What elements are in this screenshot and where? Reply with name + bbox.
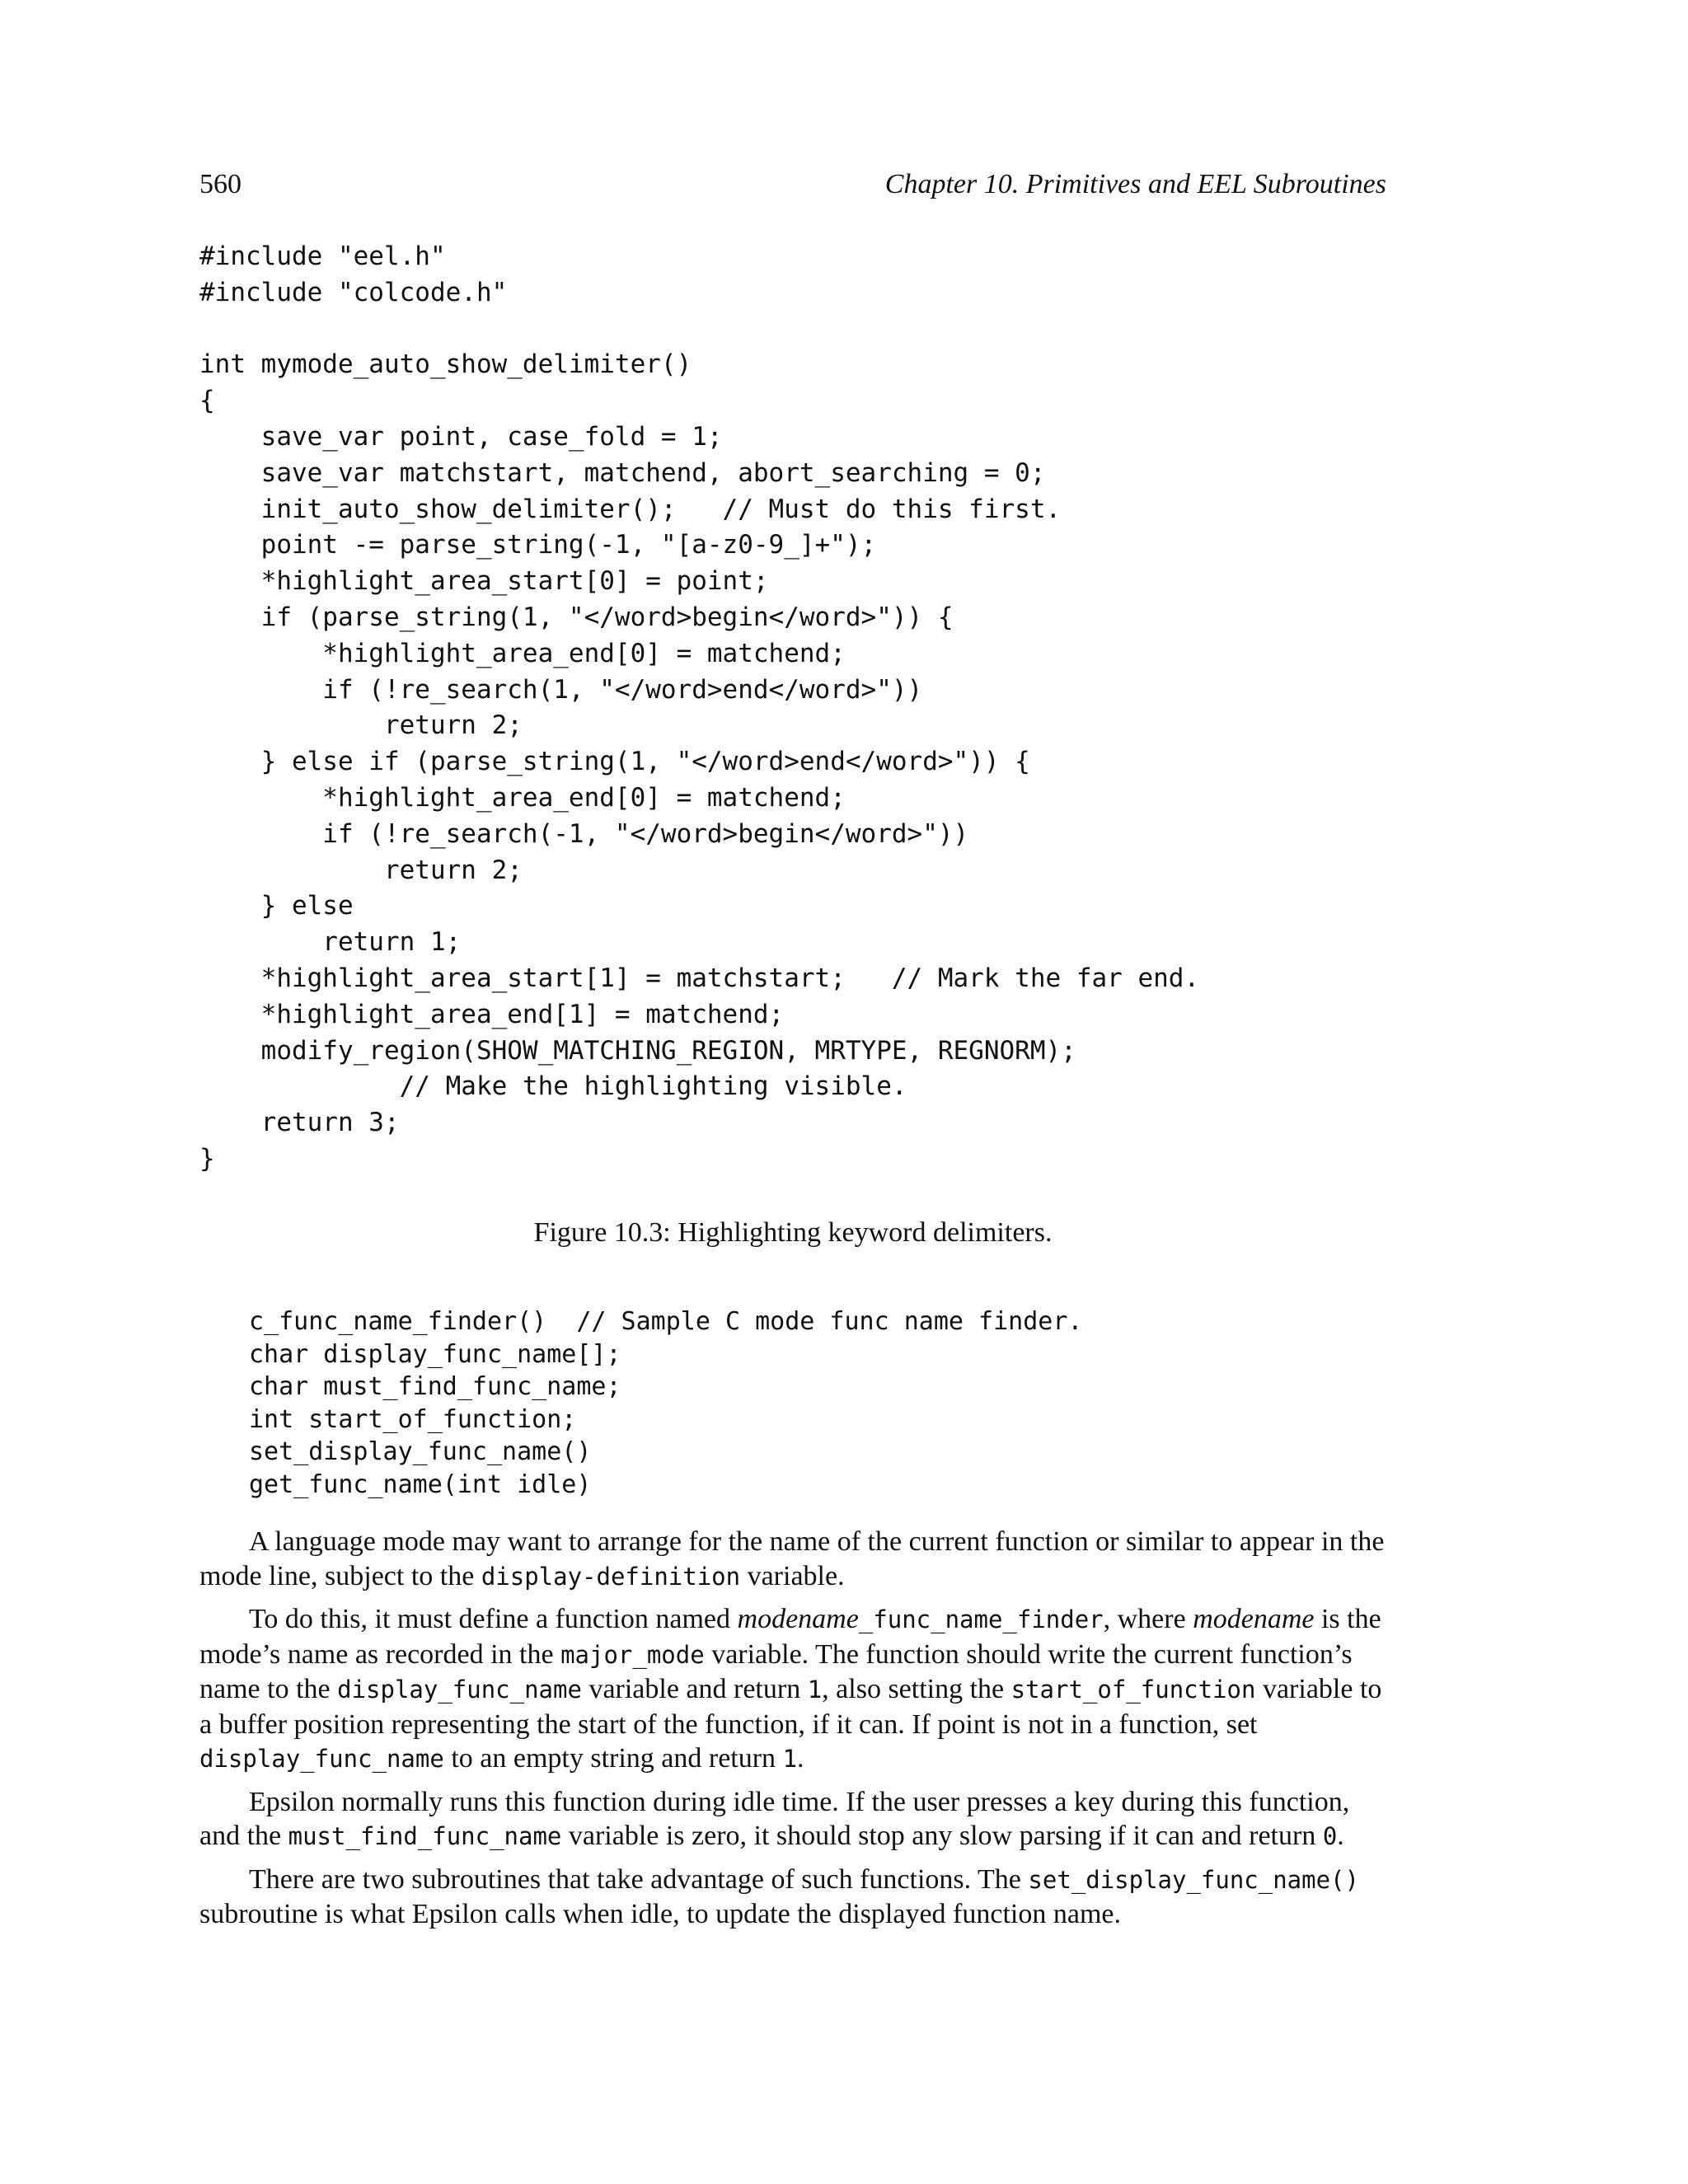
inline-code: 1 [782,1745,798,1773]
code-line: } else if (parse_string(1, "</word>end</word>")) { [199,747,1030,777]
text-run: , where [1103,1604,1193,1634]
text-run: , also setting the [822,1674,1011,1704]
text-run: . [797,1743,804,1774]
code-line: } else [199,891,354,921]
inline-code: set_display_func_name() [1028,1865,1359,1894]
text-run: variable to a buffer position representing the start of the function, if it can. If point is not in a function, set [199,1674,1382,1740]
paragraph [199,1863,1386,1932]
italic-term: modename [737,1604,859,1634]
code-line: *highlight_area_end[1] = matchend; [199,999,785,1029]
declaration-list [249,1305,1082,1502]
code-line: return 1; [199,927,462,958]
text-run: . [1337,1821,1344,1851]
code-line: return 3; [199,1108,400,1138]
code-line: // Make the highlighting visible. [199,1071,907,1102]
inline-code: _func_name_finder [858,1605,1104,1633]
text-run: A language mode may want to arrange for the name of the current function or similar to appear in the mode line, subject to the [199,1526,1385,1591]
paragraph [199,1525,1386,1594]
text-run: There are two subroutines that take advantage of such functions. The [249,1863,1029,1895]
running-header [199,169,1386,218]
inline-code: must_find_func_name [288,1822,562,1850]
code-line: *highlight_area_end[0] = matchend; [199,638,846,668]
code-line: save_var matchstart, matchend, abort_searching = 0; [199,457,1046,488]
code-line: if (!re_search(1, "</word>end</word>")) [199,674,923,705]
code-line: if (!re_search(-1, "</word>begin</word>")) [199,818,969,849]
code-line: *highlight_area_start[0] = point; [199,566,769,597]
inline-code: 0 [1322,1822,1338,1850]
text-run: to an empty string and return [443,1743,783,1774]
chapter-title: Chapter 10. Primitives and EEL Subroutines [884,169,1386,199]
paragraph [199,1785,1386,1854]
code-line: return 2; [199,710,523,741]
declaration-line: c_func_name_finder() // Sample C mode func name finder. [249,1307,1083,1336]
figure-caption: Figure 10.3: Highlighting keyword delimiters. [533,1217,1053,1248]
declaration-line: get_func_name(int idle) [249,1469,592,1499]
page-number: 560 [199,169,241,199]
code-line: modify_region(SHOW_MATCHING_REGION, MRTYPE, REGNORM); [199,1035,1076,1066]
inline-code: display-definition [481,1562,741,1591]
inline-code: major_mode [560,1640,705,1669]
code-line: point -= parse_string(-1, "[a-z0-9_]+"); [199,530,877,560]
code-line: return 2; [199,855,523,885]
code-line: init_auto_show_delimiter(); // Must do this first. [199,494,1062,524]
inline-code: 1 [807,1675,823,1704]
code-line: if (parse_string(1, "</word>begin</word>")) { [199,602,954,632]
inline-code: start_of_function [1010,1675,1256,1704]
text-run: Epsilon normally runs this function during idle time. If the user presses a key during this function, and the [199,1786,1350,1851]
code-line: #include "eel.h" [199,241,446,271]
inline-code: display_func_name [199,1745,444,1773]
code-line: int mymode_auto_show_delimiter() [199,349,692,380]
paragraph [199,1602,1386,1777]
text-run: variable is zero, it should stop any slow parsing if it can and return [561,1821,1323,1851]
inline-code: display_func_name [337,1675,582,1704]
code-line: *highlight_area_end[0] = matchend; [199,782,846,813]
body-text [199,1525,1386,1940]
code-line: #include "colcode.h" [199,277,508,307]
code-line: { [199,386,215,416]
code-line: } [199,1143,215,1174]
declaration-line: set_display_func_name() [249,1437,592,1467]
declaration-line: int start_of_function; [249,1404,577,1434]
declaration-line: char must_find_func_name; [249,1372,621,1402]
code-line: *highlight_area_start[1] = matchstart; // Mark the far end. [199,963,1200,993]
code-line: save_var point, case_fold = 1; [199,421,723,452]
text-run: variable and return [581,1674,808,1704]
code-listing [199,239,1199,1178]
code-line [199,312,1199,348]
text-run: To do this, it must define a function named [249,1604,738,1634]
italic-term: modename [1193,1604,1315,1634]
text-run: variable. [740,1560,845,1591]
text-run: variable. The function should write the current function’s name to the [199,1638,1353,1704]
text-run: is the mode’s name as recorded in the [199,1604,1381,1670]
declaration-line: char display_func_name[]; [249,1339,621,1369]
text-run: subroutine is what Epsilon calls when idle, to update the displayed function name. [199,1899,1121,1929]
